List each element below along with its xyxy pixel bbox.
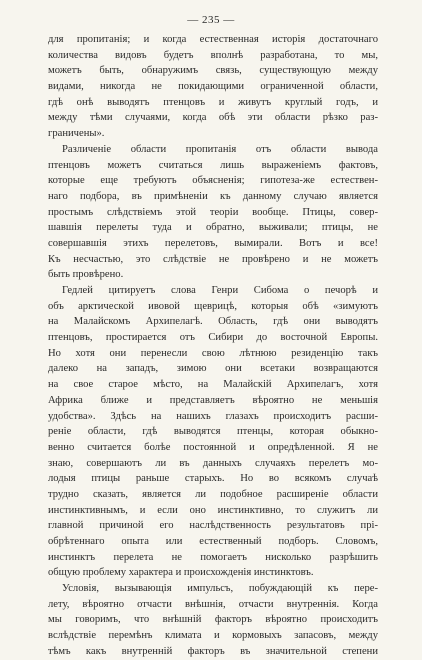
text-line: наго подбора, въ примѣненіи къ данному случаю является [48, 190, 378, 202]
text-line: реніе области, гдѣ выводятся птенцы, которая обыкно- [48, 426, 378, 438]
text-line: удобства». Здѣсь на нашихъ глазахъ происходитъ расши- [48, 410, 378, 422]
text-line: Условія, вызывающія импульсъ, побуждающій къ пере- [62, 583, 378, 595]
body-text [48, 32, 378, 660]
text-line: Африка ближе и представляетъ вѣроятно не меньшія [48, 394, 378, 406]
text-line: гдѣ онѣ выводятъ птенцовъ и живутъ круглый годъ, и [48, 96, 378, 108]
text-line: простымъ слѣдствіемъ этой теоріи вообще. Птицы, совер- [48, 206, 378, 218]
text-line: совершавшія этихъ перелетовъ, вымирали. Вотъ и все! [48, 237, 378, 249]
text-line: лету, вѣроятно отчасти внѣшнія, отчасти внутреннія. Когда [48, 598, 378, 610]
text-line: инстинктивнымъ, и если оно инстинктивно, то служитъ ли [48, 504, 378, 516]
text-line: Различеніе области пропитанія отъ области вывода [62, 143, 378, 155]
text-line: Гедлей цитируетъ слова Генри Сибома о печорѣ и [62, 285, 378, 296]
text-line: птенцовъ, простирается отъ Сибири до восточной Европы. [48, 332, 378, 344]
text-line: на свое старое мѣсто, на Малайскій Архипелагъ, хотя [48, 379, 378, 391]
text-line: знаю, совершаютъ ли въ данныхъ случаяхъ перелетъ мо- [48, 457, 378, 469]
text-line: можетъ быть, обнаружимъ связь, существующую между [48, 65, 378, 77]
text-line: Къ несчастью, это слѣдствіе не провѣрено и не можетъ [48, 253, 378, 265]
text-line: видами, никогда не покидающими ограниченной области, [48, 81, 378, 93]
text-line: тѣмъ какъ внутренній факторъ въ значительной степени [48, 645, 378, 657]
text-line: быть провѣрено. [48, 269, 124, 281]
text-line: общую проблему характера и происхожденія инстинктовъ. [48, 567, 314, 579]
text-line: мы говоримъ, что внѣшній факторъ вѣроятно происходитъ [48, 614, 378, 626]
text-line: инстинктъ перелета не помогаетъ нисколько разрѣшить [48, 551, 378, 563]
text-line: которые еще требуютъ объясненія; гипотеза-же естествен- [48, 175, 378, 187]
text-line: между тѣми случаями, когда обѣ эти области рѣзко раз- [48, 112, 378, 124]
text-line: Но хотя они перенесли свою лѣтнюю резиденцію такъ [48, 347, 378, 359]
text-line: граничены». [48, 128, 105, 140]
text-line: обрѣтеннаго опыта или естественный подборъ. Словомъ, [48, 536, 378, 547]
text-line: главной причиной его наслѣдственность результатовъ прі- [48, 520, 378, 532]
text-line: далеко на западъ, зимою они всетаки возвращаются [48, 363, 378, 375]
text-line: венно считается болѣе постоянной и опредѣленной. Я не [48, 441, 378, 453]
text-line: объ арктической ивовой щеврицѣ, которыя обѣ «зимуютъ [48, 300, 378, 312]
text-line: для пропитанія; и когда естественная исторія достаточнаго [48, 34, 378, 45]
page-number: — 235 — [187, 14, 235, 26]
text-line: лодыя птицы раньше старыхъ. Но во всякомъ случаѣ [48, 473, 378, 485]
text-line: количества видовъ будетъ вполнѣ разработана, то мы, [48, 49, 378, 61]
text-line: шавшія перелеты туда и обратно, выживали; птицы, не [48, 222, 378, 234]
text-line: на Малайскомъ Архипелагѣ. Область, гдѣ они выводятъ [48, 316, 378, 328]
text-line: птенцовъ можетъ считаться лишь выраженіемъ фактовъ, [48, 159, 378, 171]
text-line: вслѣдствіе перемѣнъ климата и кормовыхъ запасовъ, между [48, 630, 378, 642]
text-line: трудно сказать, является ли подобное расширеніе области [48, 488, 378, 500]
